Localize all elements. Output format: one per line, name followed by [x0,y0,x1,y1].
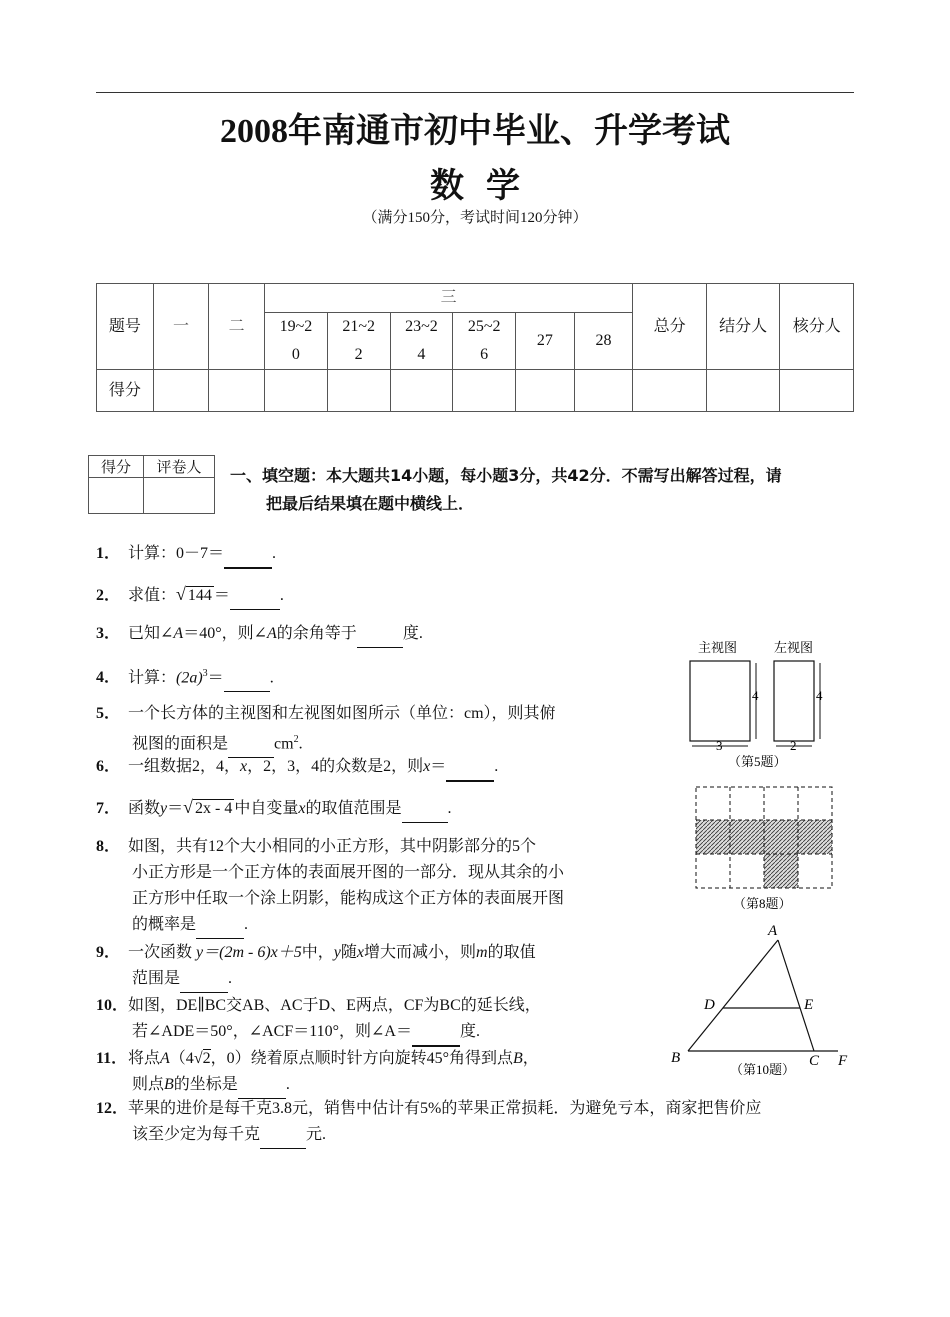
point-A-label: A [768,923,778,939]
figure-5-drawing [682,636,832,771]
col-25-26: 25~2 6 [453,313,516,370]
dim-label: 4 [816,688,823,703]
col-checker: 核分人 [780,284,854,370]
figure-8-drawing [695,786,835,912]
answer-blank[interactable] [260,1122,306,1149]
sqrt-sign: √ [183,797,194,817]
figure-5 [682,636,832,771]
figure-8 [695,786,835,912]
col-total: 总分 [633,284,707,370]
shaded-square [798,820,832,854]
question-5: 5． 一个长方体的主视图和左视图如图所示（单位：cm），则其俯 视图的面积是 $cm^2$. [96,701,636,758]
line-AB [688,940,778,1051]
line-AC [778,940,814,1051]
mini-reviewer-label: 评卷人 [144,456,215,478]
answer-blank[interactable] [224,541,272,569]
answer-blank[interactable] [238,1072,286,1099]
score-cell[interactable] [327,370,390,412]
col-grader: 结分人 [706,284,780,370]
mini-score-cell[interactable] [89,478,144,514]
score-cell[interactable] [574,370,633,412]
question-7: 7． 函数y＝√ 2x - 4 中自变量x的取值范围是 . [96,794,452,823]
sqrt-sign: √ [193,1050,203,1067]
score-cell[interactable] [453,370,516,412]
label-left-view: 左视图 [774,640,814,655]
left-view-rect [774,661,814,741]
mini-score-label: 得分 [89,456,144,478]
answer-blank[interactable] [402,796,448,823]
section-instructions [230,462,855,518]
col-21-22: 21~2 2 [327,313,390,370]
col-27: 27 [516,313,575,370]
question-1: 1． 计算：0－7＝ . [96,541,276,569]
exam-title: 2008年南通市初中毕业、升学考试 [220,113,730,150]
answer-blank[interactable] [180,966,228,993]
section-score-box [88,455,215,514]
shaded-square [696,820,730,854]
label-question-no: 题号 [97,284,154,370]
question-8: 8． 如图，共有12个大小相同的小正方形，其中阴影部分的5个 小正方形是一个正方体的表面展开图的一部分．现从其余的小 正方形中任取一个涂上阴影，能构成这个正方体的表面展开图 的概率是 . [96,834,626,939]
answer-blank[interactable] [446,754,494,782]
col-two: 二 [209,284,265,370]
question-9: 9． 一次函数 y＝(2m - 6)x＋5中，y随x增大而减小，则m的取值 范围是 . [96,940,626,993]
point-B-label: B [671,1050,681,1066]
dim-label: 4 [752,688,759,703]
mini-reviewer-cell[interactable] [144,478,215,514]
score-cell[interactable] [265,370,328,412]
shaded-square [764,854,798,888]
col-three: 三 [265,284,633,313]
point-D-label: D [704,997,715,1013]
shaded-square [730,820,764,854]
question-4: 4． 计算：$(2a)^3=$ . [96,661,274,692]
score-cell[interactable] [209,370,265,412]
point-F-label: F [838,1053,848,1069]
col-one: 一 [153,284,209,370]
answer-blank[interactable] [230,583,280,610]
col-19-20: 19~2 0 [265,313,328,370]
section-line-2: 把最后结果填在题中横线上． [266,494,475,513]
answer-blank[interactable] [412,1019,460,1047]
figure-10-drawing [668,920,854,1080]
sqrt-sign: √ [176,584,186,604]
section-line-1: 一、填空题：本大题共14小题，每小题3分，共42分．不需写出解答过程，请 [230,466,782,485]
point-C-label: C [809,1053,820,1069]
score-cell[interactable] [516,370,575,412]
score-cell[interactable] [706,370,780,412]
figure-10 [668,920,854,1080]
figure-8-caption: （第8题） [733,896,792,911]
point-E-label: E [804,997,814,1013]
score-cell[interactable] [780,370,854,412]
shaded-square [764,820,798,854]
col-23-24: 23~2 4 [390,313,453,370]
col-28: 28 [574,313,633,370]
question-11: 11．将点A（4√2，0）绕着原点顺时针方向旋转45°角得到点B， 则点B的坐标是 . [96,1046,626,1099]
score-cell[interactable] [390,370,453,412]
score-table [96,283,854,412]
question-6: 6． 一组数据2，4，x，2，3，4的众数是2，则x＝ . [96,754,498,782]
dim-label: 3 [716,738,723,753]
question-2: 2． 求值：√ 144 ＝ . [96,581,284,610]
label-front-view: 主视图 [698,640,738,655]
answer-blank[interactable] [224,665,270,692]
answer-blank[interactable] [357,621,403,648]
dim-label: 2 [790,738,797,753]
question-12: 12．苹果的进价是每千克3.8元，销售中估计有5%的苹果正常损耗．为避免亏本，商家把售价应 该至少定为每千克 元. [96,1096,856,1149]
front-view-rect [690,661,750,741]
score-cell[interactable] [153,370,209,412]
label-score: 得分 [97,370,154,412]
score-cell[interactable] [633,370,707,412]
subject-title: 数学 [430,168,542,205]
top-rule [96,92,854,93]
answer-blank[interactable] [196,912,244,939]
figure-5-caption: （第5题） [728,754,787,769]
question-10: 10．如图，DE∥BC交AB、AC于D、E两点，CF为BC的延长线， 若∠ADE＝50°，∠ACF＝110°，则∠A＝ 度. [96,993,626,1047]
exam-note: （满分150分，考试时间120分钟） [362,210,588,226]
question-3: 3． 已知∠A＝40°，则∠A的余角等于 度. [96,621,423,648]
figure-10-caption: （第10题） [730,1062,796,1077]
